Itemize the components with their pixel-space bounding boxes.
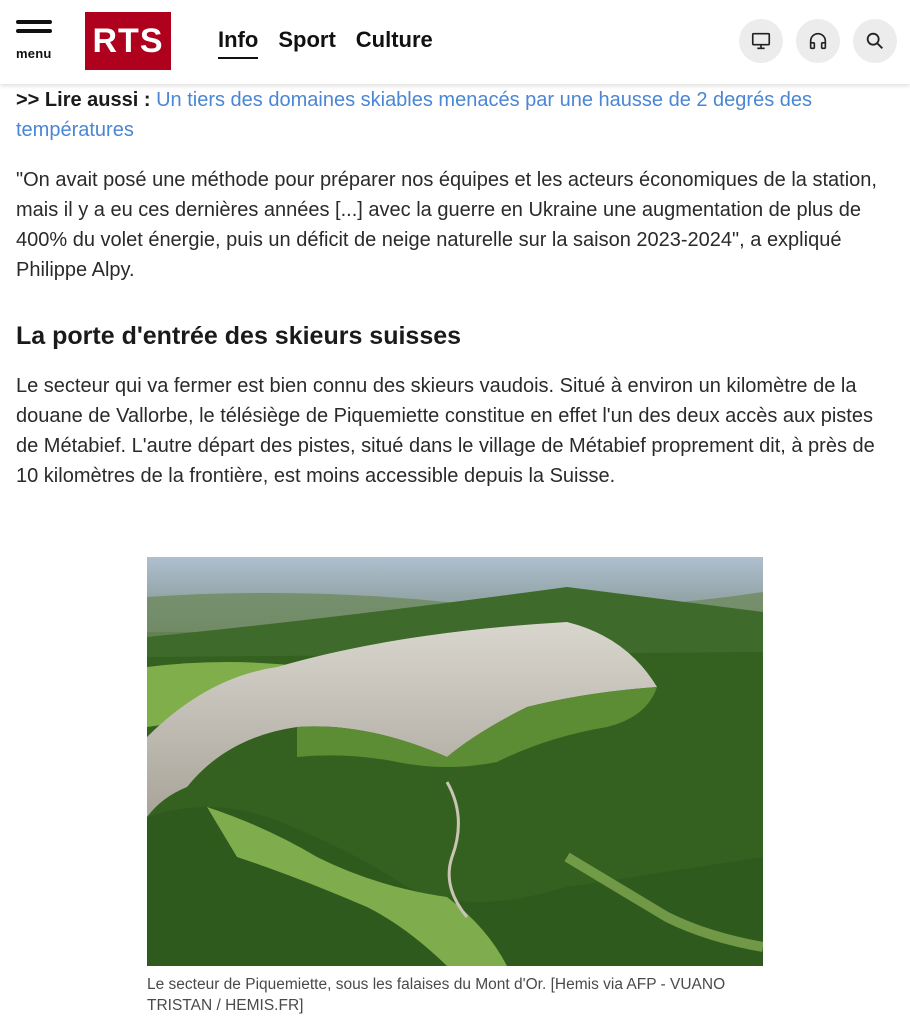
search-button[interactable] — [853, 19, 897, 63]
section-heading: La porte d'entrée des skieurs suisses — [16, 322, 462, 350]
audio-button[interactable] — [796, 19, 840, 63]
nav-info[interactable]: Info — [218, 27, 258, 59]
body-paragraph: Le secteur qui va fermer est bien connu des skieurs vaudois. Situé à environ un kilomètre de la douane de Vallorbe, le télésiège de Piquemiette constitue en effet l'un des deux accès aux pistes de Métabief. L'autre départ des pistes, situé dans le village de Métabief proprement dit, à près de 10 kilomètres de la frontière, est moins accessible depuis la Suisse. — [16, 375, 875, 487]
nav-culture[interactable]: Culture — [355, 27, 433, 52]
headphones-icon — [807, 30, 829, 52]
site-header — [0, 0, 910, 84]
tv-button[interactable] — [739, 19, 783, 63]
lire-aussi-prefix: >> Lire aussi : — [16, 89, 151, 111]
search-icon — [864, 30, 886, 52]
menu-label: menu — [16, 46, 52, 61]
hamburger-icon-bar — [16, 29, 52, 33]
lire-aussi-link[interactable]: Un tiers des domaines skiables menacés par une hausse de 2 degrés des températures — [16, 89, 813, 141]
main-nav — [218, 27, 433, 59]
quote-paragraph: "On avait posé une méthode pour préparer nos équipes et les acteurs économiques de la station, mais il y a eu ces dernières années [...] avec la guerre en Ukraine une augmentation de plus de 400% du volet énergie, puis un déficit de neige naturelle sur la saison 2023-2024", a expliqué Philippe Alpy. — [16, 169, 877, 281]
nav-sport[interactable]: Sport — [278, 27, 336, 52]
article-figure — [147, 557, 763, 1016]
hamburger-icon — [16, 20, 52, 24]
rts-logo[interactable]: RTS — [85, 12, 171, 70]
photo-caption: Le secteur de Piquemiette, sous les falaises du Mont d'Or. [Hemis via AFP - VUANO TRISTAN / HEMIS.FR] — [147, 976, 726, 1014]
article-body — [16, 84, 894, 491]
menu-button[interactable] — [16, 20, 56, 64]
article-photo[interactable] — [147, 557, 763, 966]
tv-icon — [750, 30, 772, 52]
lire-aussi — [16, 85, 894, 145]
